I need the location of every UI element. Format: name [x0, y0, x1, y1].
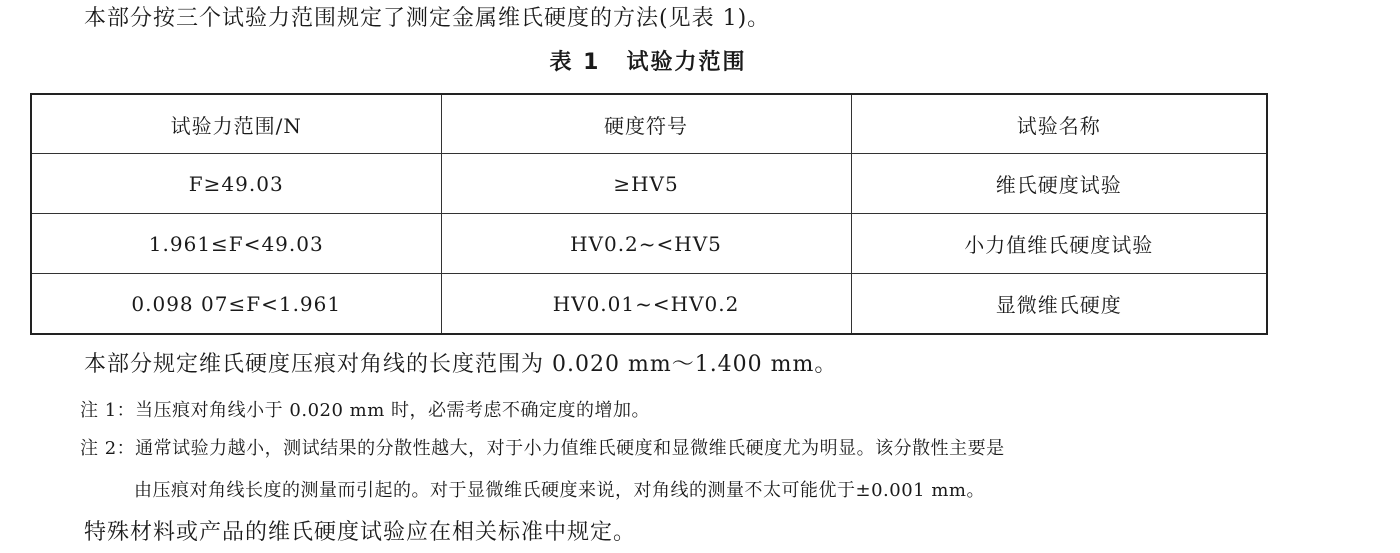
cell-force-range: 1.961≤F<49.03	[31, 214, 441, 274]
header-force-range: 试验力范围/N	[31, 94, 441, 154]
table-title	[0, 48, 1296, 78]
table-header-row	[31, 94, 1267, 154]
table-row	[31, 154, 1267, 214]
special-materials-paragraph: 特殊材料或产品的维氏硬度试验应在相关标准中规定。	[84, 520, 637, 545]
table-row	[31, 274, 1267, 335]
header-hardness-symbol: 硬度符号	[441, 94, 851, 154]
table-name: 试验力范围	[626, 50, 747, 75]
cell-test-name: 小力值维氏硬度试验	[851, 214, 1267, 274]
cell-test-name: 显微维氏硬度	[851, 274, 1267, 335]
cell-test-name: 维氏硬度试验	[851, 154, 1267, 214]
test-force-range-table	[30, 93, 1268, 335]
note-2: 注 2：通常试验力越小，测试结果的分散性越大，对于小力值维氏硬度和显微维氏硬度尤为明显。该分散性主要是	[80, 438, 1005, 459]
intro-paragraph: 本部分按三个试验力范围规定了测定金属维氏硬度的方法(见表 1)。	[84, 6, 771, 31]
cell-force-range: 0.098 07≤F<1.961	[31, 274, 441, 335]
table-number: 表 1	[549, 50, 601, 75]
scope-paragraph: 本部分规定维氏硬度压痕对角线的长度范围为 0.020 mm～1.400 mm。	[84, 352, 838, 377]
table-row	[31, 214, 1267, 274]
cell-hardness-symbol: ≥HV5	[441, 154, 851, 214]
note-1: 注 1：当压痕对角线小于 0.020 mm 时，必需考虑不确定度的增加。	[80, 400, 651, 421]
cell-hardness-symbol: HV0.01~<HV0.2	[441, 274, 851, 335]
cell-force-range: F≥49.03	[31, 154, 441, 214]
header-test-name: 试验名称	[851, 94, 1267, 154]
cell-hardness-symbol: HV0.2~<HV5	[441, 214, 851, 274]
note-2-continuation: 由压痕对角线长度的测量而引起的。对于显微维氏硬度来说，对角线的测量不太可能优于±0.001 mm。	[134, 480, 985, 501]
